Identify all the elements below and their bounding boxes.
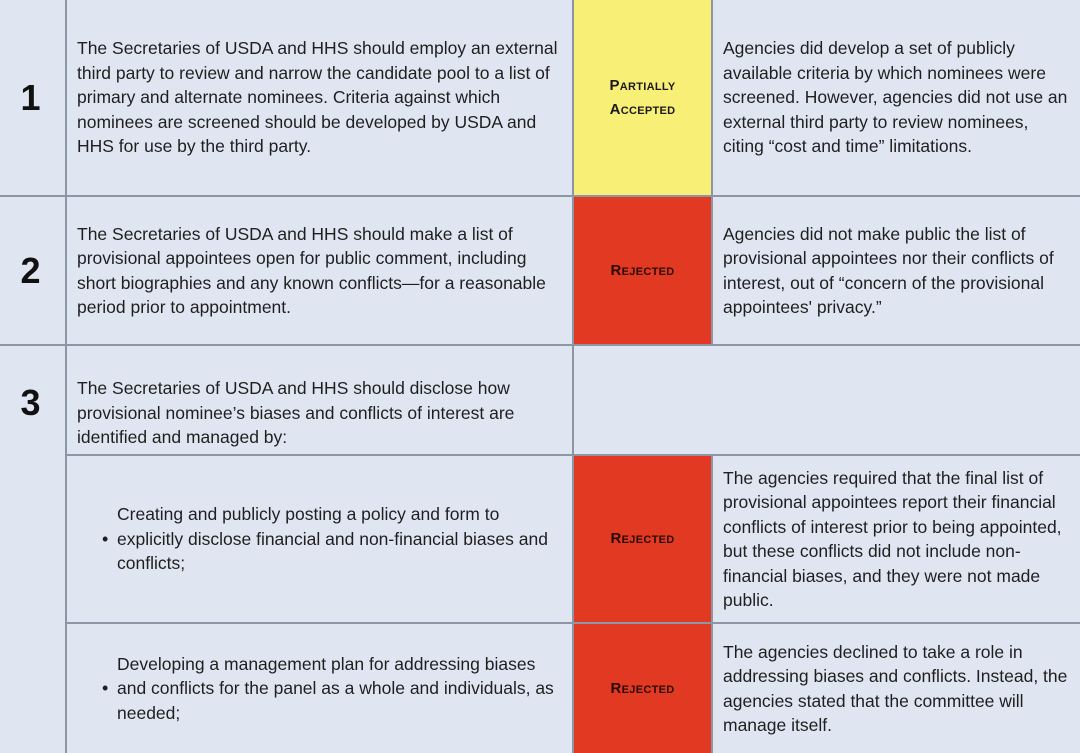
status-badge-rejected: Rejected: [574, 197, 713, 346]
agency-response: Agencies did develop a set of publicly available criteria by which nominees were screened. However, agencies did not use an external third party to review nominees, citing “cost and time” limitations.: [713, 0, 1080, 197]
agency-response: Agencies did not make public the list of provisional appointees nor their conflicts of interest, out of “concern of the provisional appointees' privacy.”: [713, 197, 1080, 346]
recommendation-text: The Secretaries of USDA and HHS should make a list of provisional appointees open for public comment, including short biographies and any known conflicts—for a reasonable period prior to appointment.: [67, 197, 574, 346]
row-number: 3: [0, 346, 67, 753]
agency-response: The agencies required that the final list of provisional appointees report their financial conflicts of interest prior to being appointed, but these conflicts did not include non-financial biases, and they were not made public.: [713, 456, 1080, 624]
empty-status-cell: [574, 346, 1080, 456]
status-label-line2: Accepted: [609, 100, 676, 118]
sub-recommendation: [67, 624, 574, 753]
sub-recommendation-text: Developing a management plan for addressing biases and conflicts for the panel as a whole and individuals, as needed;: [117, 653, 554, 723]
row-number: 1: [0, 0, 67, 197]
status-badge-rejected: Rejected: [574, 624, 713, 753]
agency-response: The agencies declined to take a role in addressing biases and conflicts. Instead, the agencies stated that the committee will manage itself.: [713, 624, 1080, 753]
status-badge-partially-accepted: [574, 0, 713, 197]
recommendation-text: The Secretaries of USDA and HHS should employ an external third party to review and narrow the candidate pool to a list of primary and alternate nominees. Criteria against which nominees are screened should be developed by USDA and HHS for use by the third party.: [67, 0, 574, 197]
sub-recommendation: [67, 456, 574, 624]
bullet-icon: •: [102, 678, 109, 699]
row-number: 2: [0, 197, 67, 346]
bullet-icon: •: [102, 528, 109, 549]
recommendation-text: The Secretaries of USDA and HHS should disclose how provisional nominee’s biases and conflicts of interest are identified and managed by:: [67, 346, 574, 456]
status-label-line1: Partially: [609, 76, 676, 94]
sub-recommendation-text: Creating and publicly posting a policy and form to explicitly disclose financial and non-financial biases and conflicts;: [117, 504, 548, 574]
status-badge-rejected: Rejected: [574, 456, 713, 624]
